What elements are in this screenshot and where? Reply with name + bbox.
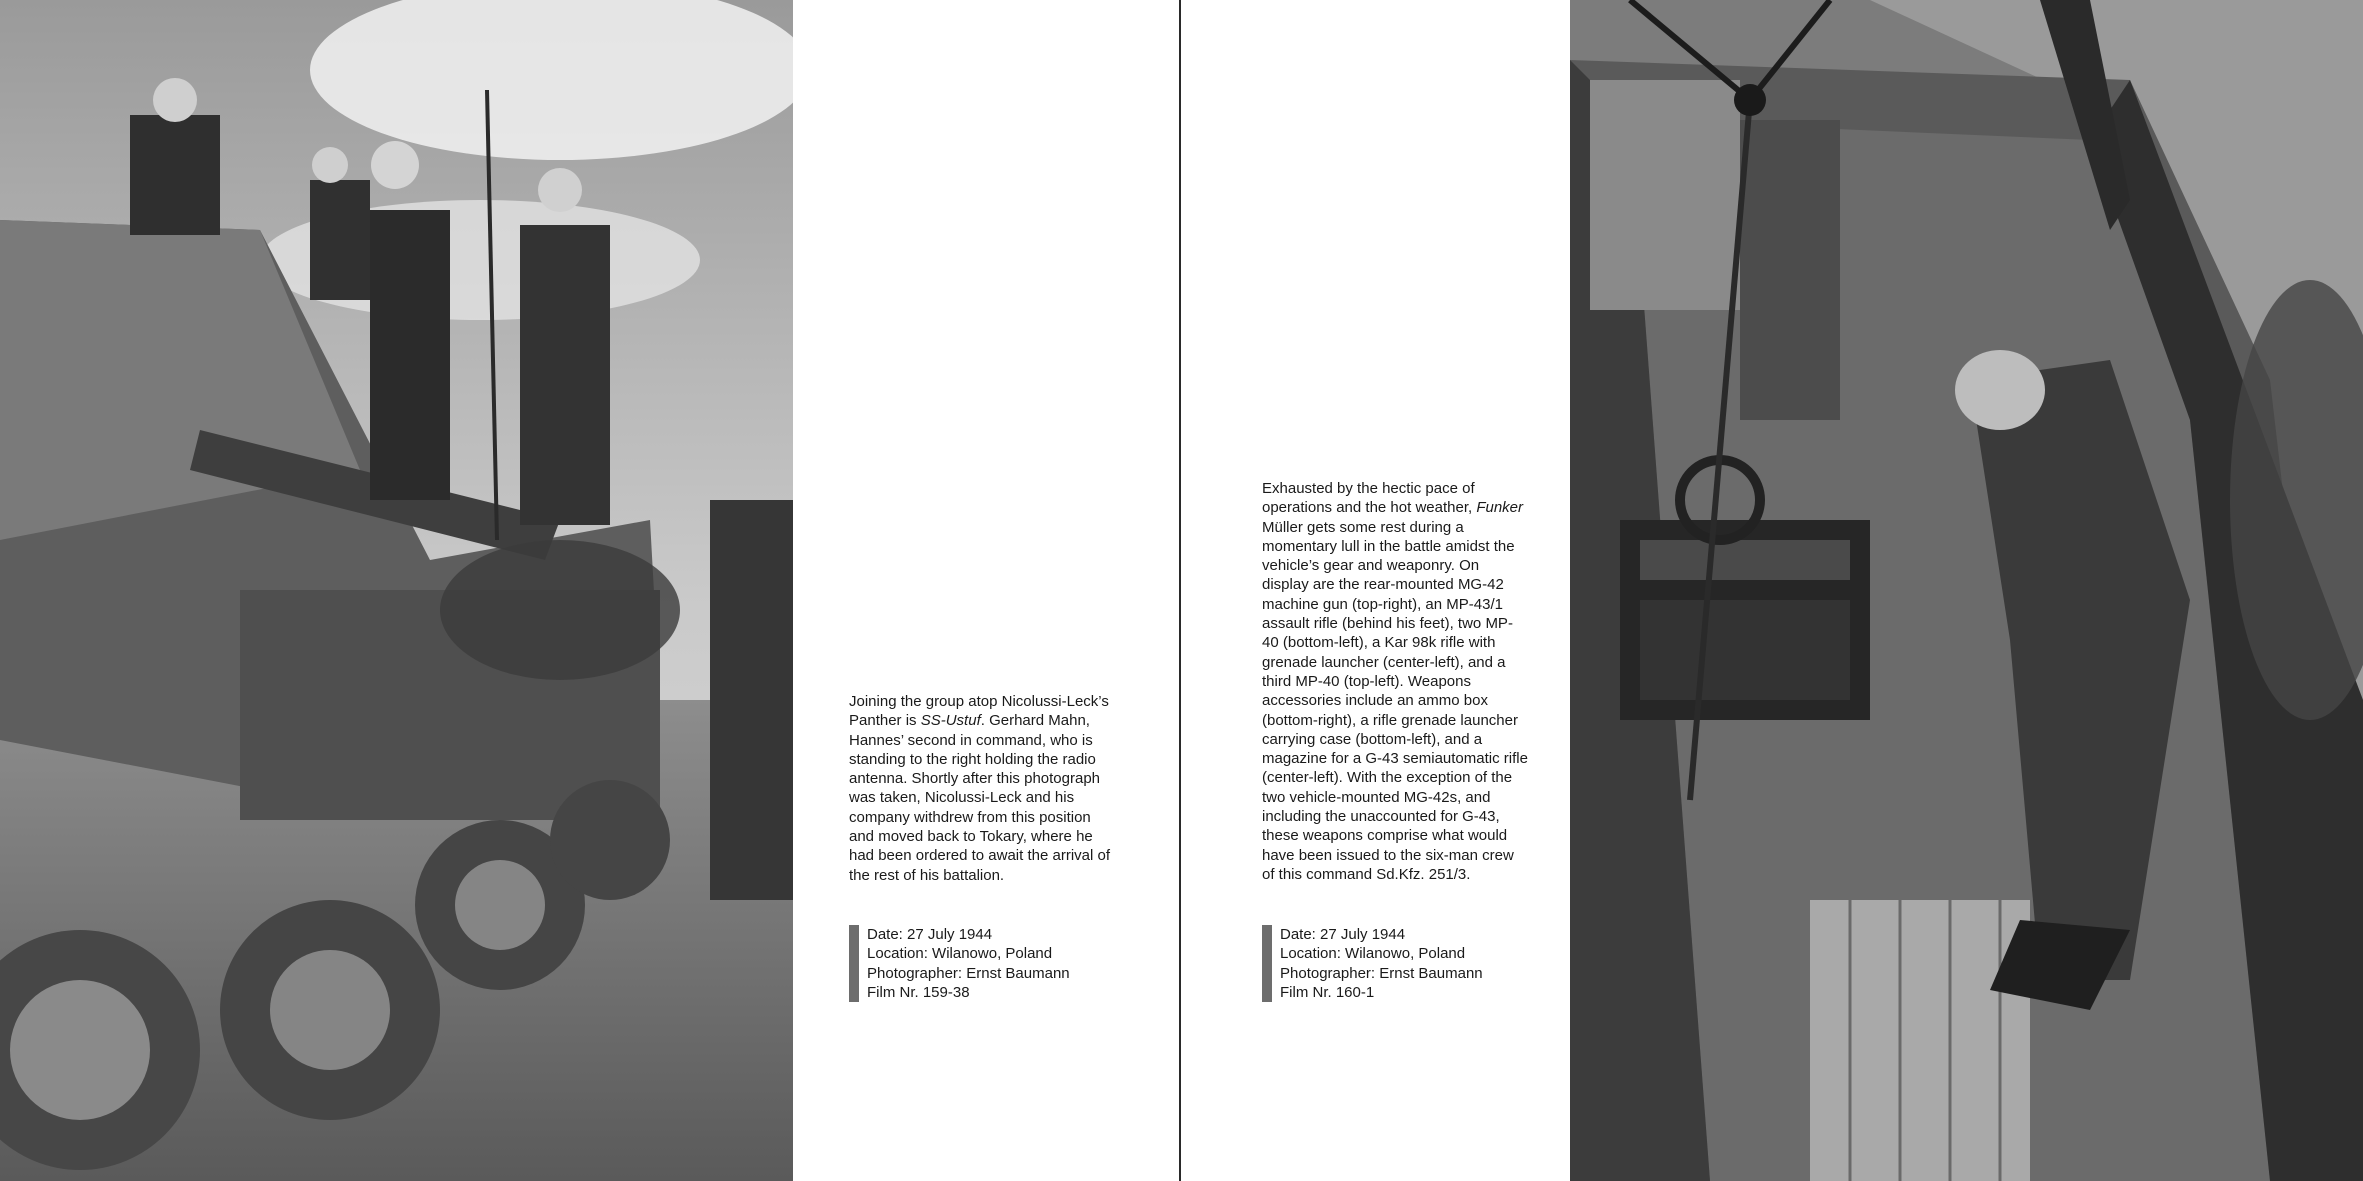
caption-right-italic: Funker (1476, 499, 1524, 517)
caption-left-text-2: . Gerhard Mahn, Hannes’ second in command, who is standing to the right holding the radio antenna. Shortly after this photograph was taken, Nicolussi-Leck and his company withdrew from this position and moved back to Tokary, where he had been ordered to await the arrival of the rest of his battalion. (849, 712, 1110, 884)
meta-date: Date: 27 July 1944 (1280, 926, 1406, 943)
halftrack-photo-illustration (1570, 0, 2363, 1181)
photo-meta-right (1262, 925, 1540, 1002)
meta-film: Film Nr. 160-1 (1280, 983, 1375, 1001)
caption-right-text-2: Müller gets some rest during a momentary lull in the battle amidst the vehicle’s gear and weaponry. On display are the rear-mounted MG-42 machine gun (top-right), an MP-43/1 assault rifle (behind his feet), two MP-40 (bottom-left), a Kar 98k rifle with grenade launcher (center-left), and a third MP-40 (top-left). Weapons accessories include an ammo box (bottom-right), a rifle grenade launcher carrying case (bottom-left), and a magazine for a G-43 semiautomatic rifle (center-left). With the exception of the two vehicle-mounted MG-42s, and including the unaccounted for G-43, these weapons comprise what would have been issued to the six-man crew of this command Sd.Kfz. 251/3. (1262, 518, 1528, 883)
meta-location: Location: Wilanowo, Poland (1280, 945, 1466, 963)
meta-film: Film Nr. 159-38 (867, 983, 970, 1001)
caption-left-italic: SS-Ustuf (920, 712, 981, 730)
caption-left (849, 692, 1111, 885)
photo-tank-crew (0, 0, 793, 1181)
meta-photographer: Photographer: Ernst Baumann (1280, 964, 1483, 982)
left-text-page (793, 0, 1179, 1181)
caption-left-text-1: Joining the group atop Nicolussi-Leck’s Panther is (849, 693, 1109, 730)
meta-photographer: Photographer: Ernst Baumann (867, 964, 1070, 982)
tank-photo-illustration (0, 0, 793, 1181)
meta-date: Date: 27 July 1944 (867, 926, 993, 943)
page-gutter-divider (1179, 0, 1181, 1181)
meta-location: Location: Wilanowo, Poland (867, 945, 1053, 963)
photo-meta-left (849, 925, 1127, 1002)
caption-right (1262, 479, 1528, 884)
photo-radio-operator-resting (1570, 0, 2363, 1181)
caption-right-text-1: Exhausted by the hectic pace of operations and the hot weather, (1262, 480, 1477, 517)
